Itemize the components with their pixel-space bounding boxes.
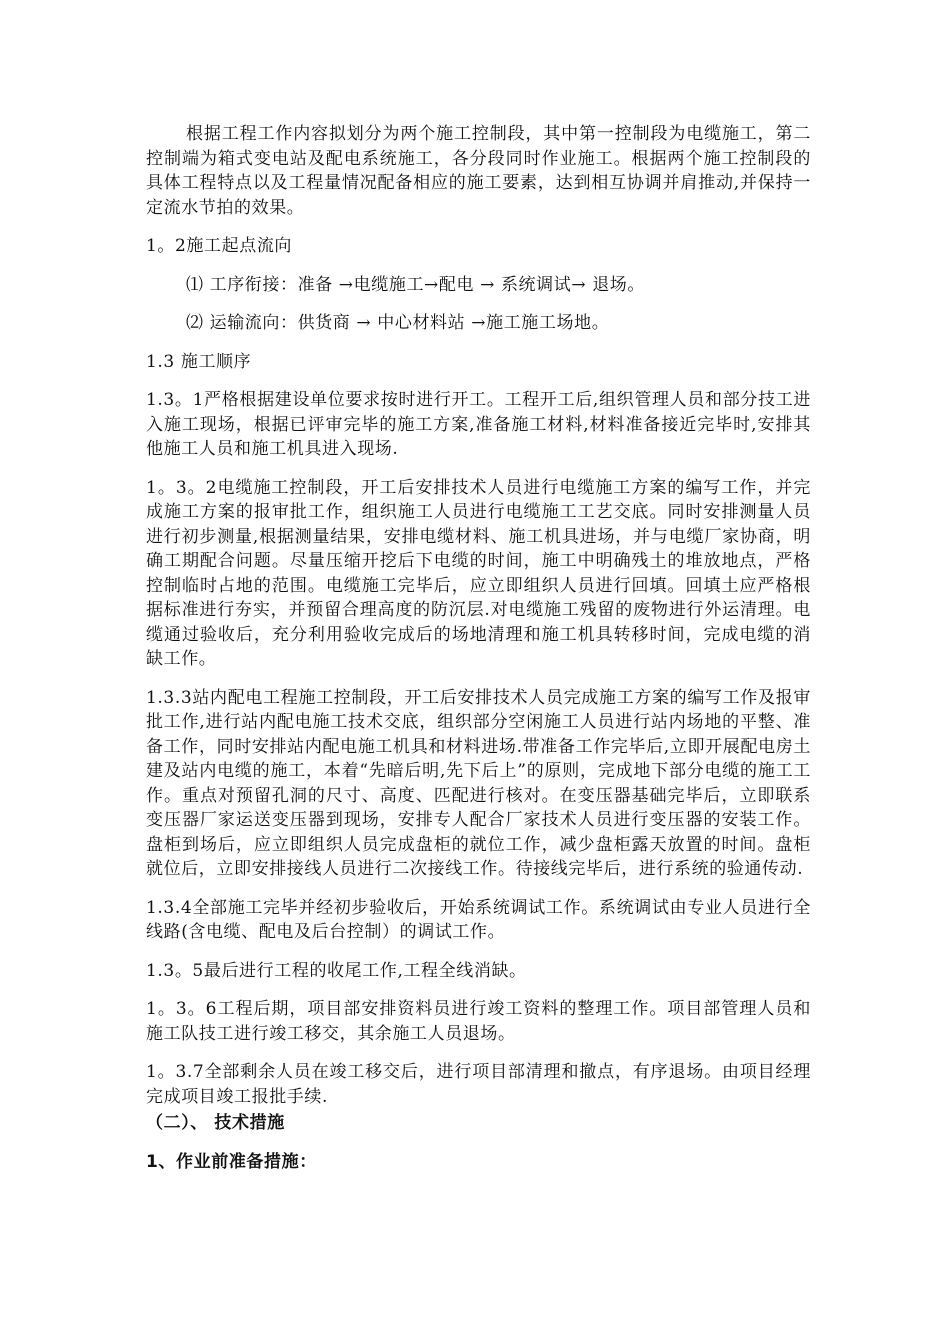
paragraph-1-3-7: 1。3.7全部剩余人员在竣工移交后，进行项目部清理和撤点，有序退场。由项目经理完成项目竣工报批手续. [146, 1062, 811, 1107]
transport-flow-item: ⑵ 运输流向：供货商 → 中心材料站 →施工施工场地。 [186, 313, 610, 333]
paragraph-1-3-5: 1.3。5最后进行工程的收尾工作,工程全线消缺。 [146, 960, 527, 981]
intro-paragraph: 根据工程工作内容拟划分为两个施工控制段，其中第一控制段为电缆施工，第二控制端为箱式变电站及配电系统施工，各分段同时作业施工。根据两个施工控制段的具体工程特点以及工程量情况配备相应的施工要素，达到相互协调并肩推动,并保持一定流水节拍的效果。 [146, 124, 811, 218]
process-sequence-item: ⑴ 工序衔接：准备 →电缆施工→配电 → 系统调试→ 退场。 [186, 274, 645, 295]
paragraph-1-3-3: 1.3.3站内配电工程施工控制段，开工后安排技术人员完成施工方案的编写工作及报审批工作,进行站内配电施工技术交底，组织部分空闲施工人员进行站内场地的平整、准备工作，同时安排站内配电施工机具和材料进场.带准备工作完毕后,立即开展配电房土建及站内电缆的施工，本着“先暗后明,先下后上”的原则，完成地下部分电缆的施工工作。重点对预留孔洞的尺寸、高度、匹配进行核对。在变压器基础完毕后，立即联系变压器厂家运送变压器到现场，安排专人配合厂家技术人员进行变压器的安装工作。盘柜到场后，应立即组织人员完成盘柜的就位工作，减少盘柜露天放置的时间。盘柜就位后，立即安排接线人员进行二次接线工作。待接线完毕后，进行系统的验通传动. [146, 687, 811, 879]
section-1-2-title: 1。2施工起点流向 [146, 236, 293, 256]
section-2-heading: （二）、 技术措施 [146, 1113, 285, 1133]
paragraph-1-3-1: 1.3。1严格根据建设单位要求按时进行开工。工程开工后,组织管理人员和部分技工进入施工现场，根据已评审完毕的施工方案,准备施工材料,材料准备接近完毕时,安排其他施工人员和施工机具进入现场. [146, 390, 812, 459]
subsection-1-heading: 1、作业前准备措施： [146, 1151, 317, 1172]
section-1-3-title: 1.3 施工顺序 [146, 351, 252, 372]
paragraph-1-3-2: 1。3。2电缆施工控制段，开工后安排技术人员进行电缆施工方案的编写工作，并完成施工方案的报审批工作，组织施工人员进行电缆施工工艺交底。同时安排测量人员进行初步测量,根据测量结果，安排电缆材料、施工机具进场，并与电缆厂家协商，明确工期配合问题。尽量压缩开挖后下电缆的时间，施工中明确残土的堆放地点，严格控制临时占地的范围。电缆施工完毕后，应立即组织人员进行回填。回填土应严格根据标准进行夯实，并预留合理高度的防沉层.对电缆施工残留的废物进行外运清理。电缆通过验收后，充分利用验收完成后的场地清理和施工机具转移时间，完成电缆的消缺工作。 [146, 477, 811, 669]
document-page [146, 122, 811, 1188]
paragraph-1-3-6: 1。3。6工程后期，项目部安排资料员进行竣工资料的整理工作。项目部管理人员和施工队技工进行竣工移交，其余施工人员退场。 [146, 999, 811, 1044]
paragraph-1-3-4: 1.3.4全部施工完毕并经初步验收后，开始系统调试工作。系统调试由专业人员进行全线路(含电缆、配电及后台控制）的调试工作。 [146, 897, 811, 942]
